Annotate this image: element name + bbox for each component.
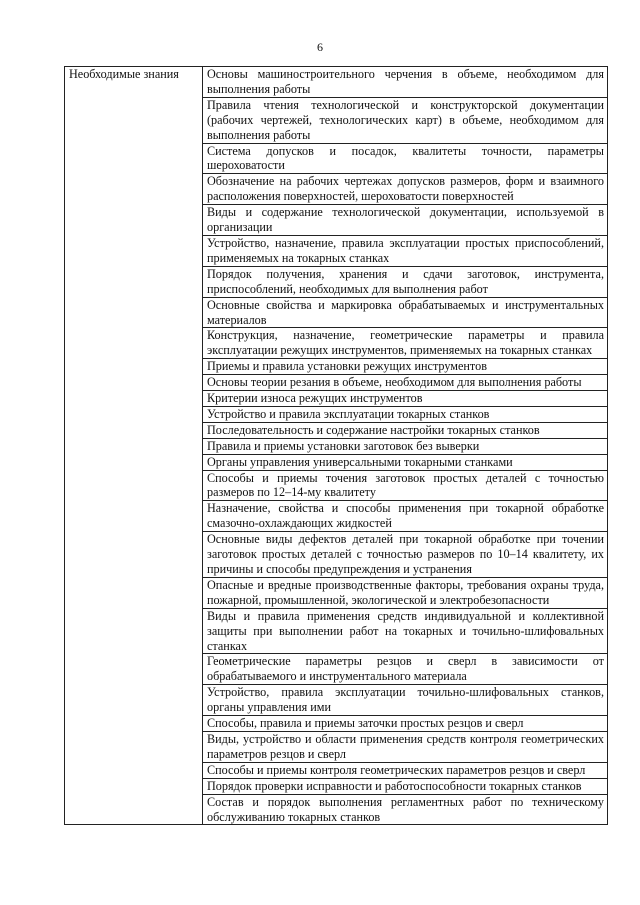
page-number: 6 — [317, 40, 323, 54]
knowledge-item: Основы машиностроительного черчения в объеме, необходимом для выполнения работы — [203, 67, 608, 98]
section-label: Необходимые знания — [65, 67, 203, 825]
knowledge-item: Критерии износа режущих инструментов — [203, 391, 608, 407]
knowledge-item: Устройство, назначение, правила эксплуатации простых приспособлений, применяемых на токарных станках — [203, 235, 608, 266]
knowledge-item: Органы управления универсальными токарными станками — [203, 454, 608, 470]
knowledge-item: Устройство, правила эксплуатации точильно-шлифовальных станков, органы управления ими — [203, 685, 608, 716]
knowledge-item: Порядок получения, хранения и сдачи заготовок, инструмента, приспособлений, необходимых для выполнения работ — [203, 266, 608, 297]
knowledge-item: Основные свойства и маркировка обрабатываемых и инструментальных материалов — [203, 297, 608, 328]
knowledge-item: Правила чтения технологической и конструкторской документации (рабочих чертежей, технологических карт) в объеме, необходимом для выполнения работы — [203, 97, 608, 143]
knowledge-item: Геометрические параметры резцов и сверл в зависимости от обрабатываемого и инструментального материала — [203, 654, 608, 685]
knowledge-item: Порядок проверки исправности и работоспособности токарных станков — [203, 778, 608, 794]
knowledge-item: Виды и правила применения средств индивидуальной и коллективной защиты при выполнении работ на токарных и точильно-шлифовальных станках — [203, 608, 608, 654]
knowledge-item: Виды, устройство и области применения средств контроля геометрических параметров резцов и сверл — [203, 731, 608, 762]
knowledge-item: Способы и приемы контроля геометрических параметров резцов и сверл — [203, 762, 608, 778]
knowledge-item: Основы теории резания в объеме, необходимом для выполнения работы — [203, 375, 608, 391]
knowledge-item: Система допусков и посадок, квалитеты точности, параметры шероховатости — [203, 143, 608, 174]
knowledge-item: Опасные и вредные производственные факторы, требования охраны труда, пожарной, промышленной, экологической и электробезопасности — [203, 577, 608, 608]
knowledge-item: Способы, правила и приемы заточки простых резцов и сверл — [203, 716, 608, 732]
knowledge-item: Последовательность и содержание настройки токарных станков — [203, 422, 608, 438]
knowledge-item: Способы и приемы точения заготовок простых деталей с точностью размеров по 12–14-му квалитету — [203, 470, 608, 501]
knowledge-item: Состав и порядок выполнения регламентных работ по техническому обслуживанию токарных станков — [203, 794, 608, 825]
knowledge-table — [64, 66, 608, 825]
knowledge-item: Назначение, свойства и способы применения при токарной обработке смазочно-охлаждающих жидкостей — [203, 501, 608, 532]
knowledge-item: Виды и содержание технологической документации, используемой в организации — [203, 205, 608, 236]
knowledge-item: Обозначение на рабочих чертежах допусков размеров, форм и взаимного расположения поверхностей, шероховатости поверхностей — [203, 174, 608, 205]
knowledge-item: Приемы и правила установки режущих инструментов — [203, 359, 608, 375]
table-row — [65, 67, 608, 98]
knowledge-item: Правила и приемы установки заготовок без выверки — [203, 438, 608, 454]
knowledge-item: Основные виды дефектов деталей при токарной обработке при точении заготовок простых деталей с точностью размеров по 10–14 квалитету, их причины и способы предупреждения и устранения — [203, 532, 608, 578]
knowledge-item: Устройство и правила эксплуатации токарных станков — [203, 406, 608, 422]
knowledge-item: Конструкция, назначение, геометрические параметры и правила эксплуатации режущих инструментов, применяемых на токарных станках — [203, 328, 608, 359]
